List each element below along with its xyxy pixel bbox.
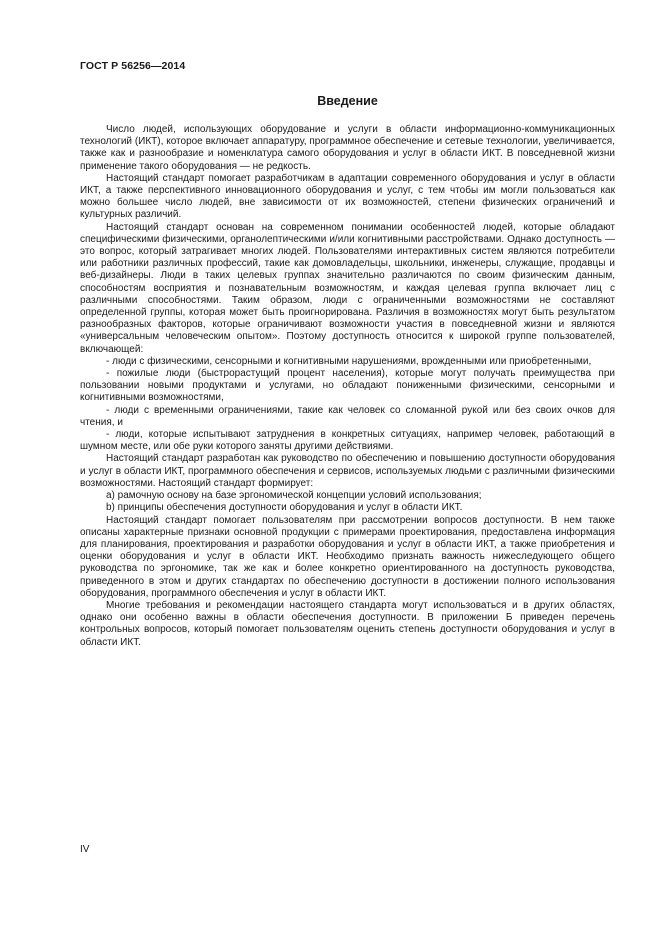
paragraph: Число людей, использующих оборудование и услуги в области информационно-коммуникационных технологий (ИКТ), которое включает аппаратуру, программное обеспечение и сетевые технологии, увеличивается, также как и разнообразие и номенклатура самого оборудования и услуг в области ИКТ. В повседневной жизни применение такого оборудования — не редкость.	[80, 124, 615, 172]
list-item: - пожилые люди (быстрорастущий процент населения), которые могут получать преимущества при пользовании новыми продуктами и услугами, но обладают пониженными физическими, сенсорными и когнитивными возможностями,	[80, 368, 615, 404]
page-number: IV	[80, 844, 90, 855]
section-title: Введение	[317, 94, 378, 108]
paragraph: Настоящий стандарт основан на современном понимании особенностей людей, которые обладают специфическими физическими, органолептическими и/или когнитивными расстройствами. Однако доступность — это вопрос, который затрагивает многих людей. Пользователями интерактивных систем являются потребители или работники различных профессий, такие как домовладельцы, школьники, инженеры, служащие, продавцы и веб-дизайнеры. Люди в таких целевых группах значительно различаются по своим физическим данным, способностям восприятия и познавательным возможностям, и каждая целевая группа включает лиц с различными способностями. Таким образом, люди с ограниченными возможностями не составляют определенной группы, которая может быть проигнорирована. Различия в возможностях могут быть результатом разнообразных факторов, которые ограничивают возможности участия в повседневной жизни и являются «универсальным человеческим опытом». Поэтому доступность относится к широкой группе пользователей, включающей:	[80, 221, 615, 355]
list-item: - люди с временными ограничениями, такие как человек со сломанной рукой или без своих очков для чтения, и	[80, 404, 615, 428]
body-text	[80, 124, 615, 649]
list-item: - люди с физическими, сенсорными и когнитивными нарушениями, врожденными или приобретенными,	[106, 355, 592, 367]
paragraph: Многие требования и рекомендации настоящего стандарта могут использоваться и в других областях, однако они особенно важны в области обеспечения доступности. В приложении Б приведен перечень контрольных вопросов, который помогает пользователям оценить степень доступности оборудования и услуг в области ИКТ.	[80, 599, 615, 648]
paragraph: Настоящий стандарт помогает разработчикам в адаптации современного оборудования и услуг в области ИКТ, а также перспективного инновационного оборудования и услуг, с тем чтобы им могли пользоваться как можно большее число людей, вне зависимости от их возможностей, степени физических ограничений и культурных различий.	[80, 172, 615, 221]
list-item: - люди, которые испытывают затруднения в конкретных ситуациях, например человек, работающий в шумном месте, или обе руки которого заняты другими действиями.	[80, 429, 615, 453]
paragraph: Настоящий стандарт помогает пользователям при рассмотрении вопросов доступности. В нем также описаны характерные признаки основной продукции с примерами проектирования, предоставлена информация для планирования, проектирования и разработки оборудования и услуг в области ИКТ, а также приобретения и оценки оборудования и услуг в области ИКТ. Необходимо признать важность нижеследующего общего руководства по эргономике, так же как и более конкретно ориентированного на доступность руководства, приведенного в этом и других стандартах по обеспечению доступности в достижении полного использования оборудования, программного обеспечения и услуг в области ИКТ.	[80, 514, 615, 599]
document-header: ГОСТ Р 56256—2014	[80, 60, 186, 72]
list-item: b) принципы обеспечения доступности оборудования и услуг в области ИКТ.	[106, 502, 463, 514]
list-item: а) рамочную основу на базе эргономической концепции условий использования;	[106, 490, 482, 502]
paragraph: Настоящий стандарт разработан как руководство по обеспечению и повышению доступности оборудования и услуг в области ИКТ, программного обеспечения и сервисов, используемых людьми с различными физическими возможностями. Настоящий стандарт формирует:	[80, 453, 615, 489]
